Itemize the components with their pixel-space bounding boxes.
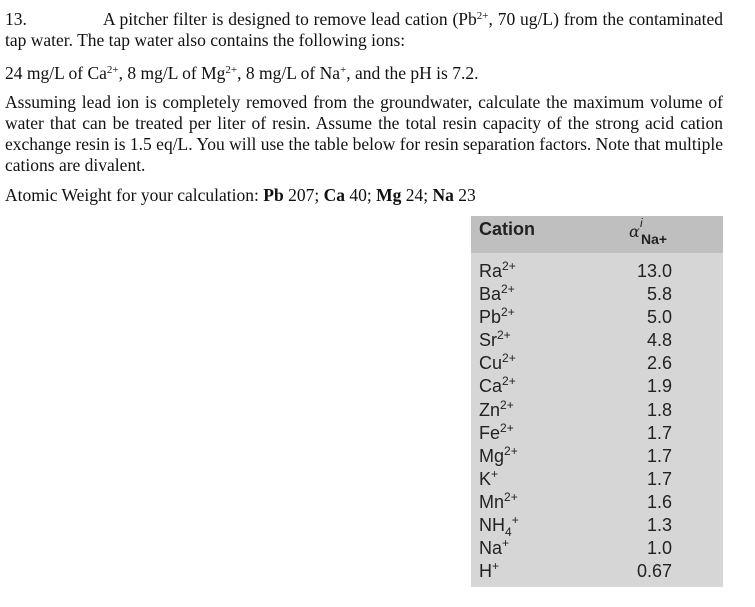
cation-symbol: Na	[479, 538, 503, 559]
table-row	[471, 353, 723, 376]
cation-symbol: Mn	[479, 491, 505, 512]
separation-factor-value: 5.0	[646, 307, 672, 328]
header-cation: Cation	[479, 219, 535, 239]
table-row	[471, 261, 723, 284]
cation-name	[479, 307, 515, 328]
cation-symbol: Sr	[479, 330, 497, 351]
cation-symbol: Cu	[479, 353, 503, 374]
cation-charge: 2+	[502, 351, 516, 366]
separation-factor-value: 1.7	[646, 445, 672, 466]
separation-factor-value: 2.6	[646, 353, 672, 374]
table-row	[471, 420, 723, 446]
separation-factor-value: 1.6	[646, 491, 672, 512]
cation-symbol: Ca	[479, 376, 503, 397]
cation-symbol: Ba	[479, 284, 502, 305]
table-row	[471, 538, 723, 561]
ion-concentrations: 24 mg/L of $Ca^{2+}$, 8 mg/L of $Mg^{2+}$, 8 mg/L of Na+, and the pH is 7.2.	[5, 63, 479, 83]
table-row	[471, 376, 723, 399]
cation-name	[479, 420, 514, 444]
table-row	[471, 284, 723, 307]
table-row	[471, 307, 723, 330]
cation-name	[479, 284, 515, 305]
cation-charge: 2+	[504, 443, 518, 458]
separation-factor-value: 1.0	[646, 538, 672, 559]
separation-factor-value: 1.8	[646, 399, 672, 420]
cation-symbol: Fe	[479, 422, 501, 443]
separation-factor-value: 1.9	[646, 376, 672, 397]
table-header	[471, 216, 723, 253]
cation-name	[479, 466, 499, 490]
cation-name	[479, 538, 509, 559]
cation-name	[479, 330, 511, 351]
cation-charge: +	[491, 466, 499, 481]
cation-charge: 2+	[501, 282, 515, 297]
cation-name	[479, 443, 518, 467]
cation-symbol: Zn	[479, 399, 501, 420]
table-row	[471, 397, 723, 423]
separation-factor-value: 1.7	[646, 422, 672, 443]
cation-charge: 2+	[502, 374, 516, 389]
cation-charge-2: +	[511, 513, 519, 528]
cation-symbol: H	[479, 561, 492, 582]
separation-factor-value: 13.0	[636, 261, 672, 281]
cation-subscript: 4	[505, 525, 512, 540]
cation-charge: 2+	[500, 397, 514, 412]
table-row	[471, 443, 723, 469]
question-intro: 13. A pitcher filter is designed to remove lead cation ($Pb^{2+}$, 70 ug/L) from the contaminated tap water. The tap water also contains the following ions:	[5, 9, 724, 50]
cation-symbol: Pb	[479, 307, 502, 328]
cation-charge: 2+	[500, 420, 514, 435]
cation-name	[479, 397, 514, 421]
cation-name	[479, 489, 518, 513]
cation-name	[479, 376, 516, 397]
table-row	[471, 489, 723, 515]
separation-factor-value: 1.7	[646, 468, 672, 489]
separation-factor-value: 4.8	[646, 330, 672, 351]
cation-symbol: Ra	[479, 261, 503, 281]
cation-charge: 2+	[501, 305, 515, 320]
separation-factor-value: 5.8	[646, 284, 672, 305]
cation-charge: 2+	[502, 259, 516, 273]
separation-factor-value: 0.67	[636, 561, 672, 582]
question-number: 13.	[5, 9, 27, 29]
cation-symbol: Mg	[479, 445, 505, 466]
table-row	[471, 561, 723, 584]
cation-charge: 2+	[504, 489, 518, 504]
cation-name	[479, 353, 516, 374]
cation-charge: +	[502, 536, 510, 551]
table-row	[471, 466, 723, 492]
separation-factor-table	[471, 216, 723, 587]
cation-name	[479, 513, 519, 540]
separation-factor-value: 1.3	[646, 515, 672, 536]
table-row	[471, 515, 723, 538]
atomic-weights: Atomic Weight for your calculation: Pb 207; Ca 40; Mg 24; Na 23	[5, 185, 476, 205]
cation-name	[479, 561, 499, 582]
cation-symbol: NH	[479, 515, 505, 536]
cation-charge: 2+	[497, 328, 511, 343]
cation-name	[479, 261, 516, 282]
cation-symbol: K	[479, 468, 492, 489]
cation-charge: +	[492, 559, 500, 574]
table-row	[471, 330, 723, 353]
header-separation-factor: α i Na+	[629, 216, 668, 247]
question-body: Assuming lead ion is completely removed from the groundwater, calculate the maximum volume of water that can be treated per liter of resin. Assume the total resin capacity of the strong acid cation exchange resin is 1.5 eq/L. You will use the table below for resin separation factors. Note that multiple cations are divalent.	[5, 92, 723, 175]
table-body	[471, 261, 723, 584]
